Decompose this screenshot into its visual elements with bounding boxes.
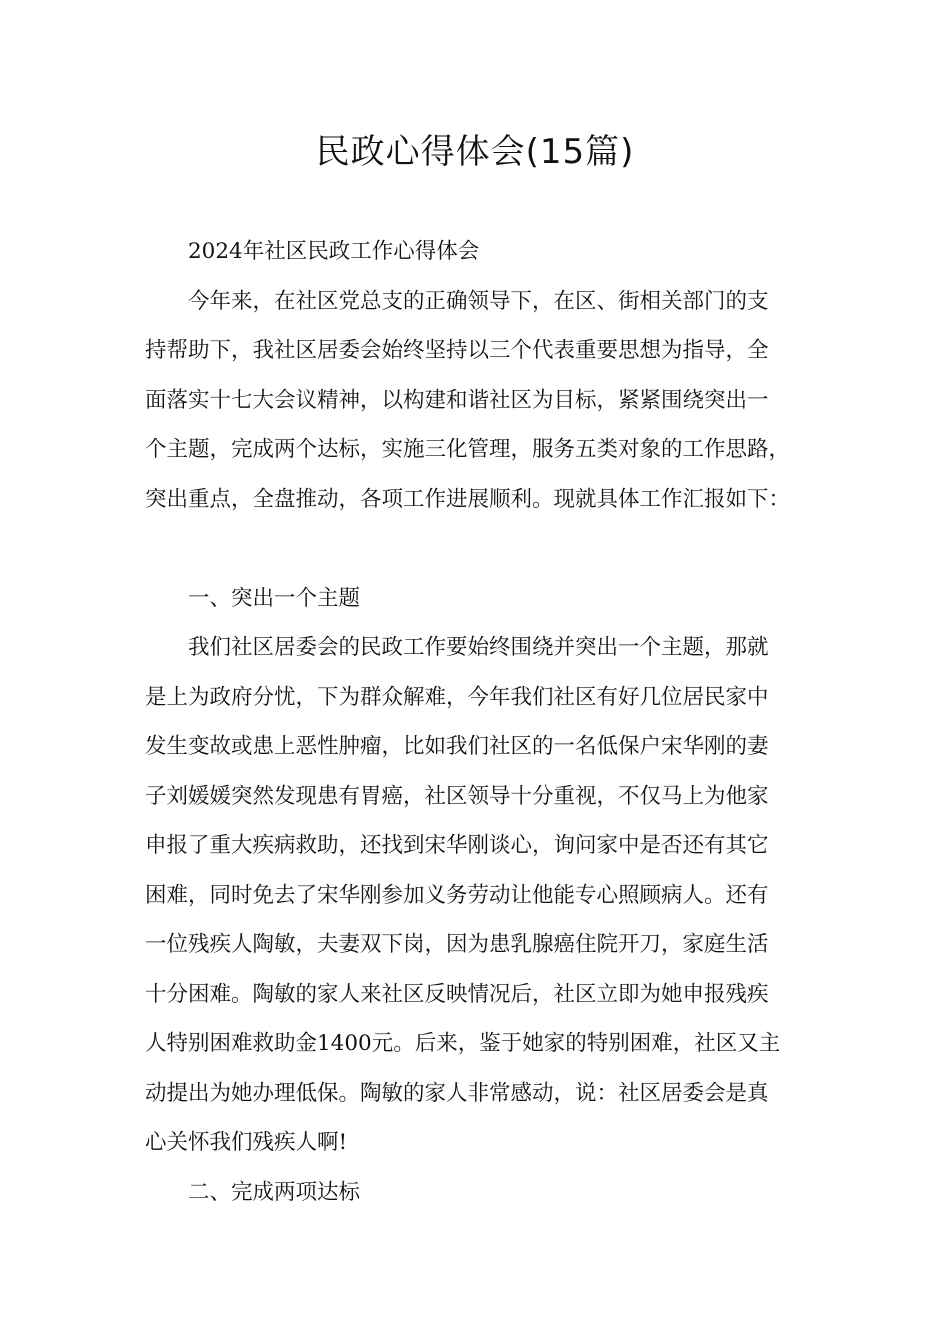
section-heading-1: 一、突出一个主题 (188, 585, 361, 611)
paragraph-line: 是上为政府分忧，下为群众解难，今年我们社区有好几位居民家中 (145, 684, 769, 710)
paragraph-line: 申报了重大疾病救助，还找到宋华刚谈心，询问家中是否还有其它 (145, 833, 769, 858)
paragraph-line: 动提出为她办理低保。陶敏的家人非常感动，说：社区居委会是真 (145, 1080, 769, 1106)
paragraph-line: 我们社区居委会的民政工作要始终围绕并突出一个主题，那就 (188, 635, 769, 660)
intro-paragraph (145, 277, 825, 525)
document-body (145, 227, 825, 1217)
paragraph-line: 一位残疾人陶敏，夫妻双下岗，因为患乳腺癌住院开刀，家庭生活 (145, 932, 769, 957)
subtitle: 2024年社区民政工作心得体会 (188, 239, 480, 264)
section-heading-2: 二、完成两项达标 (188, 1179, 361, 1205)
paragraph-line: 困难，同时免去了宋华刚参加义务劳动让他能专心照顾病人。还有 (145, 882, 769, 908)
paragraph-line: 人特别困难救助金1400元。后来，鉴于她家的特别困难，社区又主 (145, 1031, 781, 1056)
paragraph-line: 子刘媛媛突然发现患有胃癌，社区领导十分重视，不仅马上为他家 (145, 783, 769, 809)
paragraph-line: 今年来，在社区党总支的正确领导下，在区、街相关部门的支 (188, 288, 769, 314)
paragraph-spacer (145, 524, 825, 574)
paragraph-line: 突出重点，全盘推动，各项工作进展顺利。现就具体工作汇报如下： (145, 486, 791, 512)
paragraph-line: 持帮助下，我社区居委会始终坚持以三个代表重要思想为指导，全 (145, 338, 769, 363)
document-title: 民政心得体会(15篇) (315, 132, 635, 172)
paragraph-line: 面落实十七大会议精神，以构建和谐社区为目标，紧紧围绕突出一 (145, 387, 769, 413)
paragraph-line: 十分困难。陶敏的家人来社区反映情况后，社区立即为她申报残疾 (145, 981, 769, 1007)
paragraph-line: 个主题，完成两个达标，实施三化管理，服务五类对象的工作思路， (145, 437, 791, 462)
section1-paragraph (145, 623, 825, 1168)
paragraph-line: 发生变故或患上恶性肿瘤，比如我们社区的一名低保户宋华刚的妻 (145, 734, 769, 759)
paragraph-line: 心关怀我们残疾人啊! (145, 1130, 348, 1155)
